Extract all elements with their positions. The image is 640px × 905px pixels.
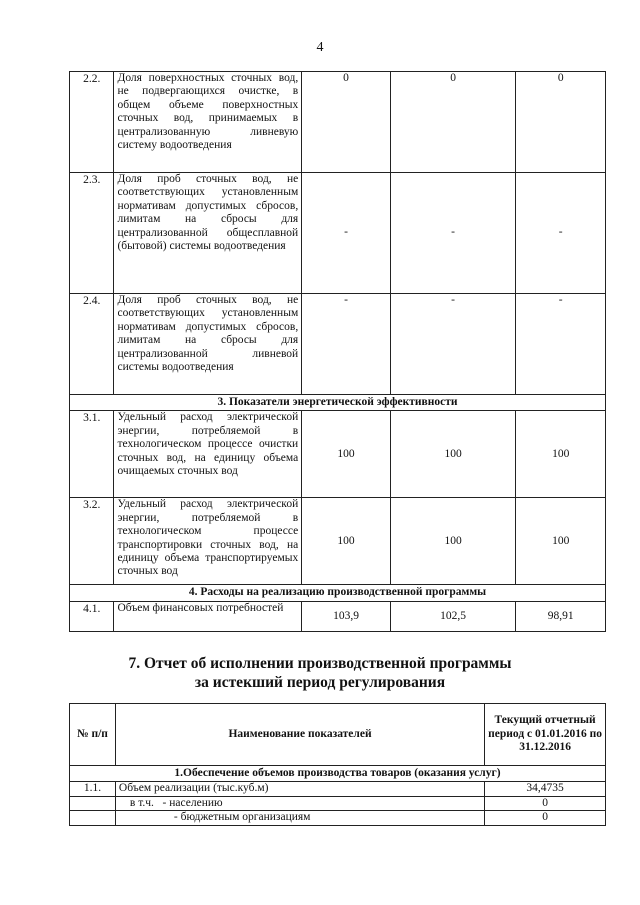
value-cell: - — [302, 173, 391, 294]
value-cell: 34,4735 — [485, 782, 606, 796]
section-heading: 3. Показатели энергетической эффективности — [70, 395, 606, 411]
value-cell: - — [516, 173, 606, 294]
table-row — [70, 294, 606, 395]
value-cell: - — [516, 294, 606, 395]
indicator-name: Удельный расход электрической энергии, потребляемой в технологическом процессе очистки сточных вод, на единицу объема очищаемых сточных вод — [114, 411, 302, 498]
table-row — [70, 72, 606, 173]
indicator-name: Объем финансовых потребностей — [114, 601, 302, 631]
value-cell: 100 — [516, 411, 606, 498]
column-header-period: Текущий отчетный период с 01.01.2016 по 31.12.2016 — [485, 704, 606, 766]
section-heading: 1.Обеспечение объемов производства товаров (оказания услуг) — [70, 766, 606, 782]
header-row — [70, 704, 606, 766]
value-cell: 0 — [390, 72, 516, 173]
row-number: 2.3. — [70, 173, 114, 294]
indicator-name: - бюджетным организациям — [115, 811, 484, 825]
value-cell: 100 — [302, 411, 391, 498]
table-row — [70, 782, 606, 796]
indicator-name: Доля проб сточных вод, не соответствующих установленным нормативам допустимых сбросов, лимитам на сбросы для централизованной ливневой системы водоотведения — [114, 294, 302, 395]
section-row — [70, 585, 606, 601]
indicators-table — [69, 71, 606, 632]
indicator-name: Доля поверхностных сточных вод, не подвергающихся очистке, в общем объеме поверхностных сточных вод, принимаемых в централизованную ливневую систему водоотведения — [114, 72, 302, 173]
table-row — [70, 498, 606, 585]
row-number: 2.2. — [70, 72, 114, 173]
page-number: 4 — [316, 40, 324, 55]
report-table — [69, 703, 606, 826]
indicator-name: Удельный расход электрической энергии, потребляемой в технологическом процессе транспортировки сточных вод, на единицу объема транспортируемых сточных вод — [114, 498, 302, 585]
row-number: 3.1. — [70, 411, 114, 498]
table-row — [70, 411, 606, 498]
table-row — [70, 811, 606, 825]
indicator-subname: - населению — [162, 796, 223, 809]
value-cell: 100 — [390, 411, 516, 498]
row-number-empty — [70, 796, 116, 810]
value-cell: 98,91 — [516, 601, 606, 631]
value-cell: - — [302, 294, 391, 395]
value-cell: 0 — [516, 72, 606, 173]
value-cell: 100 — [516, 498, 606, 585]
including-prefix: в т.ч. — [129, 796, 154, 809]
indicator-name: Объем реализации (тыс.куб.м) — [115, 782, 484, 796]
section-heading: 4. Расходы на реализацию производственной программы — [70, 585, 606, 601]
section-row — [70, 766, 606, 782]
row-number: 4.1. — [70, 601, 114, 631]
value-cell: 0 — [302, 72, 391, 173]
value-cell: 103,9 — [302, 601, 391, 631]
row-number-empty — [70, 811, 116, 825]
report-title — [0, 654, 640, 692]
table-row — [70, 601, 606, 631]
column-header-number: № п/п — [70, 704, 116, 766]
value-cell: 0 — [485, 811, 606, 825]
value-cell: 100 — [302, 498, 391, 585]
row-number: 1.1. — [70, 782, 116, 796]
section-row — [70, 395, 606, 411]
indicator-name: Доля проб сточных вод, не соответствующих установленным нормативам допустимых сбросов, лимитам на сбросы для централизованной общесплавной (бытовой) системы водоотведения — [114, 173, 302, 294]
value-cell: - — [390, 294, 516, 395]
column-header-name: Наименование показателей — [115, 704, 484, 766]
table-row — [70, 796, 606, 810]
value-cell: 100 — [390, 498, 516, 585]
report-title-line1: 7. Отчет об исполнении производственной программы — [128, 655, 512, 672]
row-number: 2.4. — [70, 294, 114, 395]
row-number: 3.2. — [70, 498, 114, 585]
value-cell: 102,5 — [390, 601, 516, 631]
value-cell: - — [390, 173, 516, 294]
table-row — [70, 173, 606, 294]
value-cell: 0 — [485, 796, 606, 810]
report-title-line2: за истекший период регулирования — [194, 674, 446, 691]
indicator-name — [115, 796, 484, 810]
